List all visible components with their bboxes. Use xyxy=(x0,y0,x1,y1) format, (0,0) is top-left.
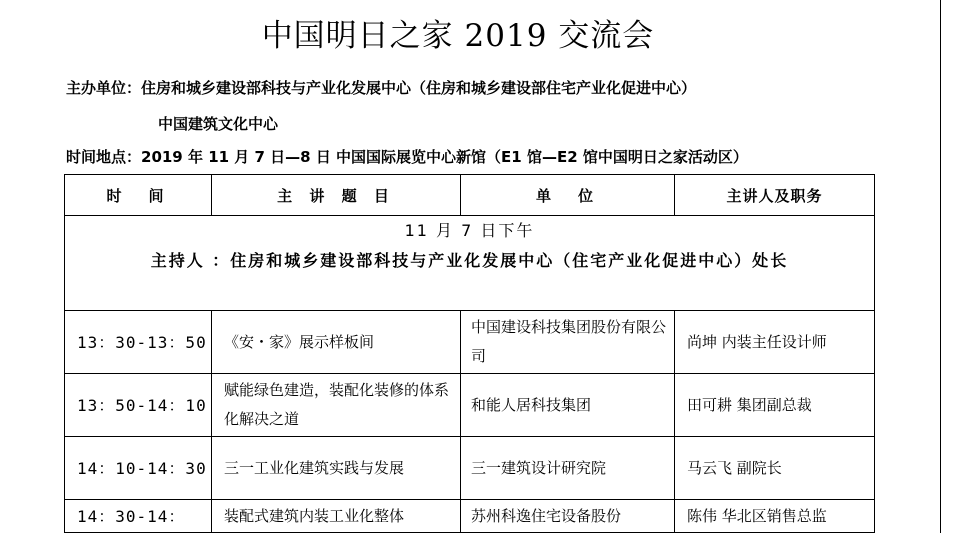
row-time: 14：30-14： xyxy=(65,500,212,533)
row-topic: 赋能绿色建造，装配化装修的体系化解决之道 xyxy=(212,374,461,437)
time-place-line: 时间地点：2019 年 11 月 7 日—8 日 中国国际展览中心新馆（E1 馆—E2 馆中国明日之家活动区） xyxy=(66,148,748,166)
row-unit: 三一建筑设计研究院 xyxy=(461,437,675,500)
session-date: 11 月 7 日下午 xyxy=(404,221,535,240)
row-speaker: 马云飞 副院长 xyxy=(675,437,875,500)
row-unit: 中国建设科技集团股份有限公司 xyxy=(461,311,675,374)
row-topic: 《安・家》展示样板间 xyxy=(212,311,461,374)
organizer-line-2: 中国建筑文化中心 xyxy=(158,115,279,133)
row-time: 14：10-14：30 xyxy=(65,437,212,500)
session-row xyxy=(65,216,875,311)
session-host: 主持人 ：住房和城乡建设部科技与产业化发展中心（住宅产业化促进中心）处长 xyxy=(150,251,789,270)
table-row xyxy=(65,374,875,437)
agenda-table xyxy=(64,174,875,533)
row-speaker: 陈伟 华北区销售总监 xyxy=(675,500,875,533)
table-row xyxy=(65,437,875,500)
document-title: 中国明日之家 2019 交流会 xyxy=(261,18,655,54)
row-speaker: 尚坤 内装主任设计师 xyxy=(675,311,875,374)
table-row xyxy=(65,311,875,374)
row-unit: 苏州科逸住宅设备股份 xyxy=(461,500,675,533)
session-cell xyxy=(65,216,875,311)
organizer-line: 主办单位：住房和城乡建设部科技与产业化发展中心（住房和城乡建设部住宅产业化促进中心） xyxy=(66,79,697,97)
header-time: 时 间 xyxy=(65,175,212,216)
header-unit: 单 位 xyxy=(461,175,675,216)
header-topic: 主 讲 题 目 xyxy=(212,175,461,216)
row-topic: 三一工业化建筑实践与发展 xyxy=(212,437,461,500)
row-time: 13：50-14：10 xyxy=(65,374,212,437)
row-time: 13：30-13：50 xyxy=(65,311,212,374)
row-topic: 装配式建筑内装工业化整体 xyxy=(212,500,461,533)
page-edge-line xyxy=(940,0,941,533)
table-header-row xyxy=(65,175,875,216)
row-speaker: 田可耕 集团副总裁 xyxy=(675,374,875,437)
header-speaker: 主讲人及职务 xyxy=(675,175,875,216)
row-unit: 和能人居科技集团 xyxy=(461,374,675,437)
table-row xyxy=(65,500,875,533)
